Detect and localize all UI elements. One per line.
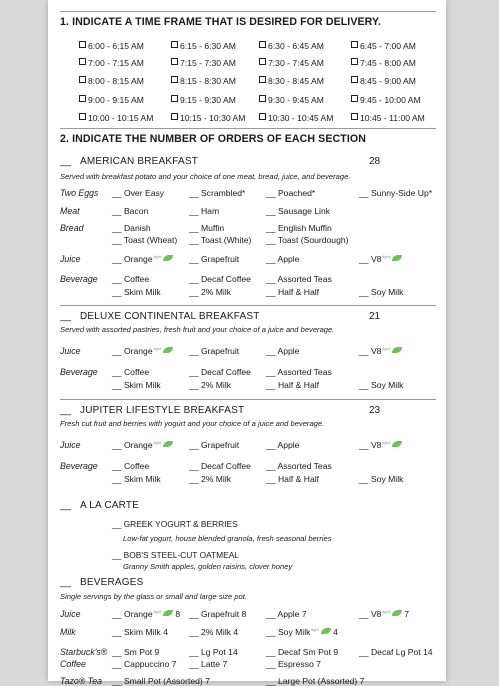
checkbox-icon[interactable] — [79, 76, 86, 83]
american-breakfast-title: AMERICAN BREAKFAST — [80, 156, 199, 167]
time-slot-option[interactable] — [79, 95, 144, 105]
option-grapefruit[interactable]: __ Grapefruit — [189, 254, 240, 264]
light-label: light — [153, 609, 161, 614]
light-label: light — [382, 254, 390, 259]
option-bacon[interactable]: __ Bacon — [112, 206, 149, 216]
option-2-milk[interactable]: __ 2% Milk — [189, 287, 232, 297]
checkbox-icon[interactable] — [259, 113, 266, 120]
checkbox-icon[interactable] — [79, 95, 86, 102]
time-slot-label: 7:15 - 7:30 AM — [180, 58, 236, 68]
time-slot-option[interactable] — [171, 76, 236, 86]
time-slot-option[interactable] — [351, 76, 416, 86]
leaf-icon — [321, 628, 331, 634]
option-lg-pot[interactable]: __ Lg Pot 14 — [189, 647, 238, 657]
juice-label: Juice — [60, 440, 81, 450]
time-slot-label: 9:00 - 9:15 AM — [88, 95, 144, 105]
option-skim-milk[interactable]: __ Skim Milk 4 — [112, 627, 168, 637]
option-sausage-link[interactable]: __ Sausage Link — [266, 206, 331, 216]
beverages-description: Single servings by the glass or small and large size pot. — [60, 592, 247, 601]
order-count-blank[interactable]: __ — [60, 500, 72, 511]
option-grapefruit[interactable]: __ Grapefruit — [189, 440, 240, 450]
time-slot-option[interactable] — [171, 95, 236, 105]
juice-label: Juice — [60, 254, 81, 264]
light-label: light — [311, 627, 319, 632]
option-apple[interactable]: __ Apple — [266, 254, 300, 264]
light-label: light — [382, 609, 390, 614]
option-decaf-coffee[interactable]: __ Decaf Coffee — [189, 367, 251, 377]
checkbox-icon[interactable] — [259, 41, 266, 48]
time-slot-label: 6:30 - 6:45 AM — [268, 41, 324, 51]
greek-yogurt-description: Low-fat yogurt, house blended granola, fresh seasonal berries — [123, 534, 332, 543]
checkbox-icon[interactable] — [351, 76, 358, 83]
jupiter-breakfast-price: 23 — [369, 405, 381, 416]
jupiter-breakfast-title: JUPITER LIFESTYLE BREAKFAST — [80, 405, 245, 416]
order-count-blank[interactable]: __ — [60, 156, 72, 167]
time-slot-label: 10:00 - 10:15 AM — [88, 113, 154, 123]
option-half-and-half[interactable]: __ Half & Half — [266, 380, 320, 390]
time-slot-option[interactable] — [79, 113, 153, 123]
section1-title: 1. INDICATE A TIME FRAME THAT IS DESIRED FOR DELIVERY. — [60, 16, 382, 28]
time-slot-label: 9:15 - 9:30 AM — [180, 95, 236, 105]
option-decaf-coffee[interactable]: __ Decaf Coffee — [189, 274, 251, 284]
light-label: light — [153, 440, 161, 445]
time-slot-option[interactable] — [171, 58, 236, 68]
option-grapefruit[interactable]: __ Grapefruit — [189, 346, 240, 356]
checkbox-icon[interactable] — [171, 76, 178, 83]
option-2-milk[interactable]: __ 2% Milk 4 — [189, 627, 239, 637]
option-toast-white[interactable]: __ Toast (White) — [189, 235, 252, 245]
option-half-and-half[interactable]: __ Half & Half — [266, 474, 320, 484]
time-slot-option[interactable] — [259, 41, 324, 51]
two-eggs-label: Two Eggs — [60, 188, 99, 198]
checkbox-icon[interactable] — [79, 113, 86, 120]
time-slot-option[interactable] — [351, 41, 416, 51]
option-toast-sourdough[interactable]: __ Toast (Sourdough) — [266, 235, 349, 245]
time-slot-label: 6:45 - 7:00 AM — [360, 41, 416, 51]
coffee-label: Coffee — [60, 659, 86, 669]
time-slot-label: 8:00 - 8:15 AM — [88, 76, 144, 86]
option-grapefruit[interactable]: __ Grapefruit 8 — [189, 609, 247, 619]
checkbox-icon[interactable] — [351, 95, 358, 102]
option-2-milk[interactable]: __ 2% Milk — [189, 380, 232, 390]
time-slot-label: 6:00 - 6:15 AM — [88, 41, 144, 51]
oatmeal-description: Granny Smith apples, golden raisins, clover honey — [123, 562, 293, 571]
option-soy-milk[interactable]: __ Soy Milk — [359, 287, 404, 297]
time-slot-label: 10:45 - 11:00 AM — [360, 113, 425, 123]
option-assorted-teas[interactable]: __ Assorted Teas — [266, 367, 332, 377]
bread-label: Bread — [60, 223, 84, 233]
beverages-title: BEVERAGES — [80, 577, 144, 588]
time-slot-option[interactable] — [79, 76, 144, 86]
oatmeal-item[interactable]: __ BOB'S STEEL-CUT OATMEAL — [112, 550, 239, 560]
time-slot-option[interactable] — [351, 95, 421, 105]
time-slot-label: 10:15 - 10:30 AM — [180, 113, 246, 123]
option-orange[interactable]: __ Orange$^{light}$ 8 — [112, 609, 181, 619]
leaf-icon — [163, 347, 173, 353]
option-apple[interactable]: __ Apple 7 — [266, 609, 307, 619]
option-2-milk[interactable]: __ 2% Milk — [189, 474, 232, 484]
time-slot-label: 7:00 - 7:15 AM — [88, 58, 144, 68]
option-skim-milk[interactable]: __ Skim Milk — [112, 474, 161, 484]
time-slot-label: 6:15 - 6:30 AM — [180, 41, 236, 51]
time-slot-label: 8:45 - 9:00 AM — [360, 76, 416, 86]
checkbox-icon[interactable] — [79, 58, 86, 65]
option-danish[interactable]: __ Danish — [112, 223, 151, 233]
checkbox-icon[interactable] — [351, 113, 358, 120]
section-divider — [60, 305, 436, 306]
american-breakfast-price: 28 — [369, 156, 381, 167]
leaf-icon — [392, 255, 402, 261]
light-label: light — [382, 440, 390, 445]
juice-label: Juice — [60, 609, 81, 619]
option-apple[interactable]: __ Apple — [266, 346, 300, 356]
checkbox-icon[interactable] — [259, 76, 266, 83]
section-divider — [60, 128, 436, 129]
option-assorted-teas[interactable]: __ Assorted Teas — [266, 461, 332, 471]
option-cappuccino[interactable]: __ Cappuccino 7 — [112, 659, 177, 669]
time-slot-label: 7:30 - 7:45 AM — [268, 58, 324, 68]
time-slot-label: 10:30 - 10:45 AM — [268, 113, 334, 123]
time-slot-label: 8:15 - 8:30 AM — [180, 76, 236, 86]
option-espresso[interactable]: __ Espresso 7 — [266, 659, 321, 669]
option-half-and-half[interactable]: __ Half & Half — [266, 287, 320, 297]
continental-breakfast-title: DELUXE CONTINENTAL BREAKFAST — [80, 311, 260, 322]
option-soy-milk[interactable]: __ Soy Milk — [359, 380, 404, 390]
option-poached[interactable]: __ Poached* — [266, 188, 316, 198]
option-orange[interactable]: __ Orange$^{light}$ — [112, 346, 173, 356]
checkbox-icon[interactable] — [259, 95, 266, 102]
checkbox-icon[interactable] — [171, 41, 178, 48]
top-rule — [60, 11, 436, 12]
option-v8[interactable]: __ $V8^{light}$ — [359, 440, 402, 450]
time-slot-option[interactable] — [259, 58, 324, 68]
time-slot-option[interactable] — [171, 113, 245, 123]
order-count-blank[interactable]: __ — [60, 311, 72, 322]
option-soy-milk[interactable]: __ Soy Milk$^{light}$ 4 — [266, 627, 338, 637]
order-count-blank[interactable]: __ — [60, 405, 72, 416]
time-slot-option[interactable] — [171, 41, 236, 51]
option-decaf-coffee[interactable]: __ Decaf Coffee — [189, 461, 251, 471]
leaf-icon — [392, 347, 402, 353]
beverage-label: Beverage — [60, 461, 98, 471]
option-soy-milk[interactable]: __ Soy Milk — [359, 474, 404, 484]
option-muffin[interactable]: __ Muffin — [189, 223, 225, 233]
time-slot-label: 8:30 - 8:45 AM — [268, 76, 324, 86]
leaf-icon — [392, 610, 402, 616]
leaf-icon — [392, 441, 402, 447]
checkbox-icon[interactable] — [171, 58, 178, 65]
option-decaf-sm-pot[interactable]: __ Decaf Sm Pot 9 — [266, 647, 339, 657]
option-orange[interactable]: __ Orange$^{light}$ — [112, 440, 173, 450]
option-coffee[interactable]: __ Coffee — [112, 274, 150, 284]
section2-title: 2. INDICATE THE NUMBER OF ORDERS OF EACH SECTION — [60, 133, 366, 145]
greek-yogurt-item[interactable]: __ GREEK YOGURT & BERRIES — [112, 519, 238, 529]
meat-label: Meat — [60, 206, 80, 216]
time-slot-option[interactable] — [351, 113, 425, 123]
option-apple[interactable]: __ Apple — [266, 440, 300, 450]
light-label: light — [153, 346, 161, 351]
option-skim-milk[interactable]: __ Skim Milk — [112, 380, 161, 390]
time-slot-option[interactable] — [351, 58, 416, 68]
time-slot-option[interactable] — [259, 113, 333, 123]
section-divider — [60, 399, 436, 400]
a-la-carte-title: A LA CARTE — [80, 500, 140, 511]
option-sm-pot[interactable]: __ Sm Pot 9 — [112, 647, 160, 657]
continental-breakfast-price: 21 — [369, 311, 381, 322]
beverage-label: Beverage — [60, 367, 98, 377]
checkbox-icon[interactable] — [351, 58, 358, 65]
time-slot-option[interactable] — [259, 95, 324, 105]
leaf-icon — [163, 255, 173, 261]
option-assorted-teas[interactable]: __ Assorted Teas — [266, 274, 332, 284]
time-slot-label: 9:45 - 10:00 AM — [360, 95, 421, 105]
option-english-muffin[interactable]: __ English Muffin — [266, 223, 332, 233]
american-breakfast-description: Served with breakfast potato and your choice of one meat, bread, juice, and beverage. — [60, 172, 351, 181]
option-decaf-lg-pot[interactable]: __ Decaf Lg Pot 14 — [359, 647, 433, 657]
jupiter-breakfast-description: Fresh cut fruit and berries with yogurt and your choice of a juice and beverage. — [60, 419, 325, 428]
option-over-easy[interactable]: __ Over Easy — [112, 188, 165, 198]
option-skim-milk[interactable]: __ Skim Milk — [112, 287, 161, 297]
order-count-blank[interactable]: __ — [60, 577, 72, 588]
milk-label: Milk — [60, 627, 76, 637]
time-slot-option[interactable] — [79, 58, 144, 68]
option-ham[interactable]: __ Ham — [189, 206, 220, 216]
option-sunny-side-up[interactable]: __ Sunny-Side Up* — [359, 188, 433, 198]
checkbox-icon[interactable] — [171, 95, 178, 102]
light-label: light — [153, 254, 161, 259]
tea-label: Tazo® Tea — [60, 676, 103, 686]
leaf-icon — [163, 610, 173, 616]
time-slot-option[interactable] — [259, 76, 324, 86]
time-slot-option[interactable] — [79, 41, 144, 51]
option-v8[interactable]: __ $V8^{light}$ — [359, 254, 402, 264]
option-tea-large-pot[interactable]: __ Large Pot (Assorted) 7 — [266, 676, 365, 686]
option-coffee[interactable]: __ Coffee — [112, 367, 150, 377]
option-v8[interactable]: __ $V8^{light}$ 7 — [359, 609, 409, 619]
leaf-icon — [163, 441, 173, 447]
light-label: light — [382, 346, 390, 351]
option-orange[interactable]: __ Orange$^{light}$ — [112, 254, 173, 264]
option-coffee[interactable]: __ Coffee — [112, 461, 150, 471]
juice-label: Juice — [60, 346, 81, 356]
option-scrambled[interactable]: __ Scrambled* — [189, 188, 246, 198]
time-slot-label: 7:45 - 8:00 AM — [360, 58, 416, 68]
checkbox-icon[interactable] — [171, 113, 178, 120]
starbucks-label: Starbuck's® — [60, 647, 108, 657]
option-latte[interactable]: __ Latte 7 — [189, 659, 228, 669]
option-tea-small-pot[interactable]: __ Small Pot (Assorted) 7 — [112, 676, 210, 686]
beverage-label: Beverage — [60, 274, 98, 284]
continental-breakfast-description: Served with assorted pastries, fresh fruit and your choice of a juice and beverage. — [60, 325, 335, 334]
time-slot-label: 9:30 - 9:45 AM — [268, 95, 324, 105]
checkbox-icon[interactable] — [259, 58, 266, 65]
option-toast-wheat[interactable]: __ Toast (Wheat) — [112, 235, 178, 245]
checkbox-icon[interactable] — [351, 41, 358, 48]
checkbox-icon[interactable] — [79, 41, 86, 48]
option-v8[interactable]: __ $V8^{light}$ — [359, 346, 402, 356]
